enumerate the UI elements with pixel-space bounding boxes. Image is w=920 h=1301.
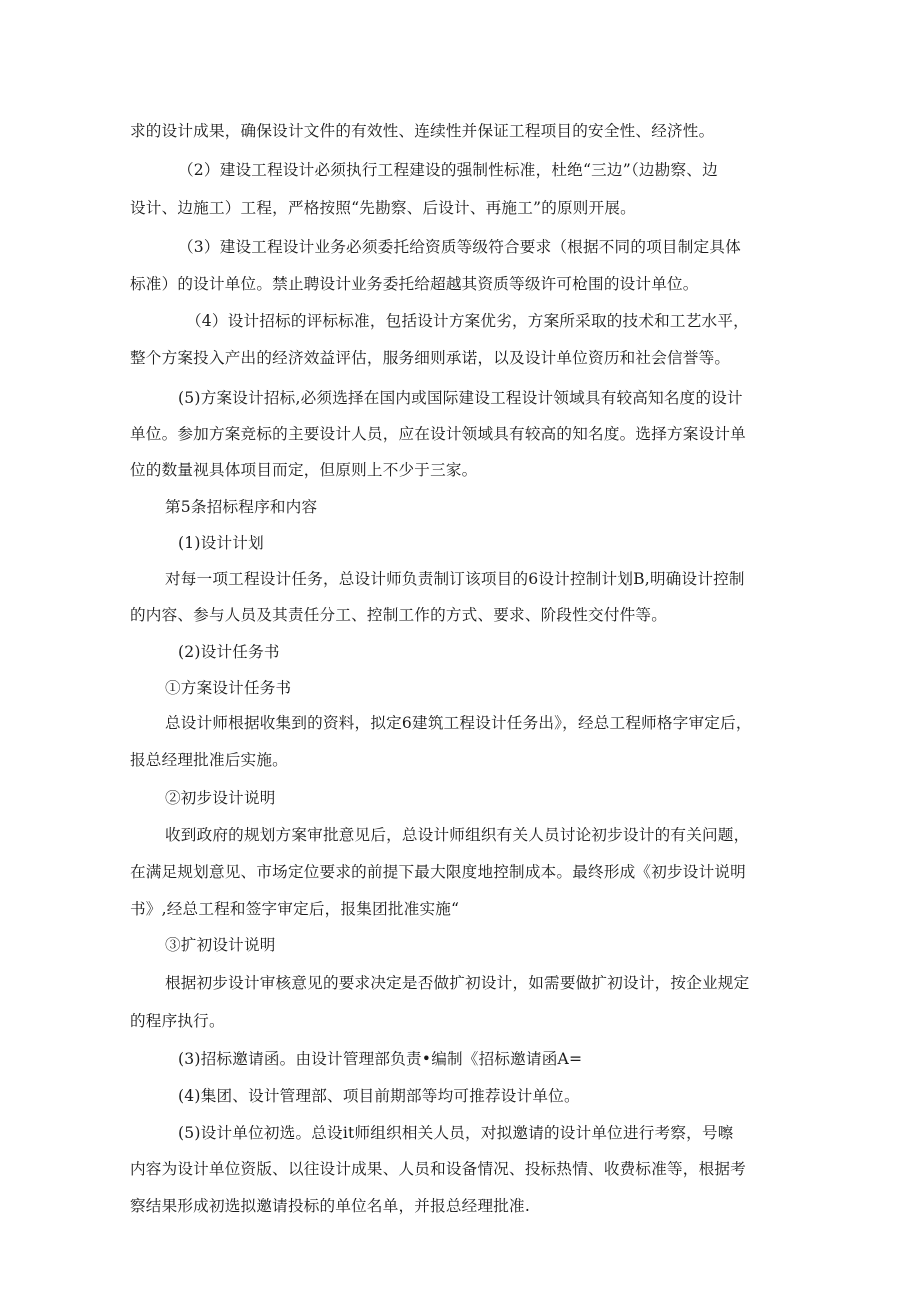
text-line: 整个方案投入产出的经济效益评估，服务细则承诺，以及设计单位资历和社会信誉等。 (130, 349, 731, 367)
text-line: ③扩初设计说明 (165, 936, 276, 954)
text-line: (5)方案设计招标,必须选择在国内或国际建设工程设计领域具有较高知名度的设计 (178, 389, 743, 407)
text-line: 位的数量视具体项目而定，但原则上不少于三家。 (130, 461, 478, 479)
text-line: (5)设计单位初选。总设it师组织相关人员，对拟邀请的设计单位进行考察，号嚓 (178, 1124, 734, 1142)
text-line: 的程序执行。 (130, 1012, 225, 1030)
text-line: 报总经理批准后实施。 (130, 751, 288, 769)
text-line: 的内容、参与人员及其责任分工、控制工作的方式、要求、阶段性交付件等。 (130, 606, 667, 624)
text-line: 察结果形成初选拟邀请投标的单位名单，并报总经理批准. (130, 1197, 531, 1215)
text-line: 标准）的设计单位。禁止聘设计业务委托给超越其资质等级许可枪围的设计单位。 (130, 275, 699, 293)
text-line: 设计、边施工）工程，严格按照“先勘察、后设计、再施工”的原则开展。 (130, 199, 636, 217)
text-line: 求的设计成果，确保设计文件的有效性、连续性并保证工程项目的安全性、经济性。 (130, 122, 715, 140)
text-line: （3）建设工程设计业务必须委托给资质等级符合要求（根据不同的项目制定具体 (178, 238, 741, 256)
text-line: （2）建设工程设计必须执行工程建设的强制性标准，杜绝“三边”（边勘察、边 (178, 161, 718, 179)
text-line: ②初步设计说明 (165, 789, 276, 807)
text-line: （4）设计招标的评标标准，包括设计方案优劣，方案所采取的技术和工艺水平， (186, 312, 749, 330)
text-line: 单位。参加方案竞标的主要设计人员，应在设计领域具有较高的知名度。选择方案设计单 (130, 425, 746, 443)
text-line: 收到政府的规划方案审批意见后，总设计师组织有关人员讨论初步设计的有关问题， (165, 826, 750, 844)
text-line: 书》,经总工程和签字审定后，报集团批准实施“ (130, 900, 460, 918)
text-line: 在满足规划意见、市场定位要求的前提下最大限度地控制成本。最终形成《初步设计说明 (130, 863, 746, 881)
text-line: 内容为设计单位资版、以往设计成果、人员和设备情况、投标热情、收费标准等，根据考 (130, 1160, 746, 1178)
text-line: 对每一项工程设计任务，总设计师负责制订该项目的6设计控制计划B,明确设计控制 (165, 570, 745, 588)
text-line: (2)设计任务书 (178, 643, 280, 661)
text-line: (1)设计计划 (178, 534, 264, 552)
text-line: 总设计师根据收集到的资料，拟定6建筑工程设计任务出》，经总工程师格字审定后， (165, 714, 752, 732)
text-line: (3)招标邀请函。由设计管理部负责•编制《招标邀请函A= (178, 1050, 583, 1068)
text-line: (4)集团、设计管理部、项目前期部等均可推荐设计单位。 (178, 1087, 580, 1105)
section-heading: 第5条招标程序和内容 (165, 498, 318, 516)
text-line: ①方案设计任务书 (165, 679, 292, 697)
text-line: 根据初步设计审核意见的要求决定是否做扩初设计，如需要做扩初设计，按企业规定 (165, 974, 750, 992)
